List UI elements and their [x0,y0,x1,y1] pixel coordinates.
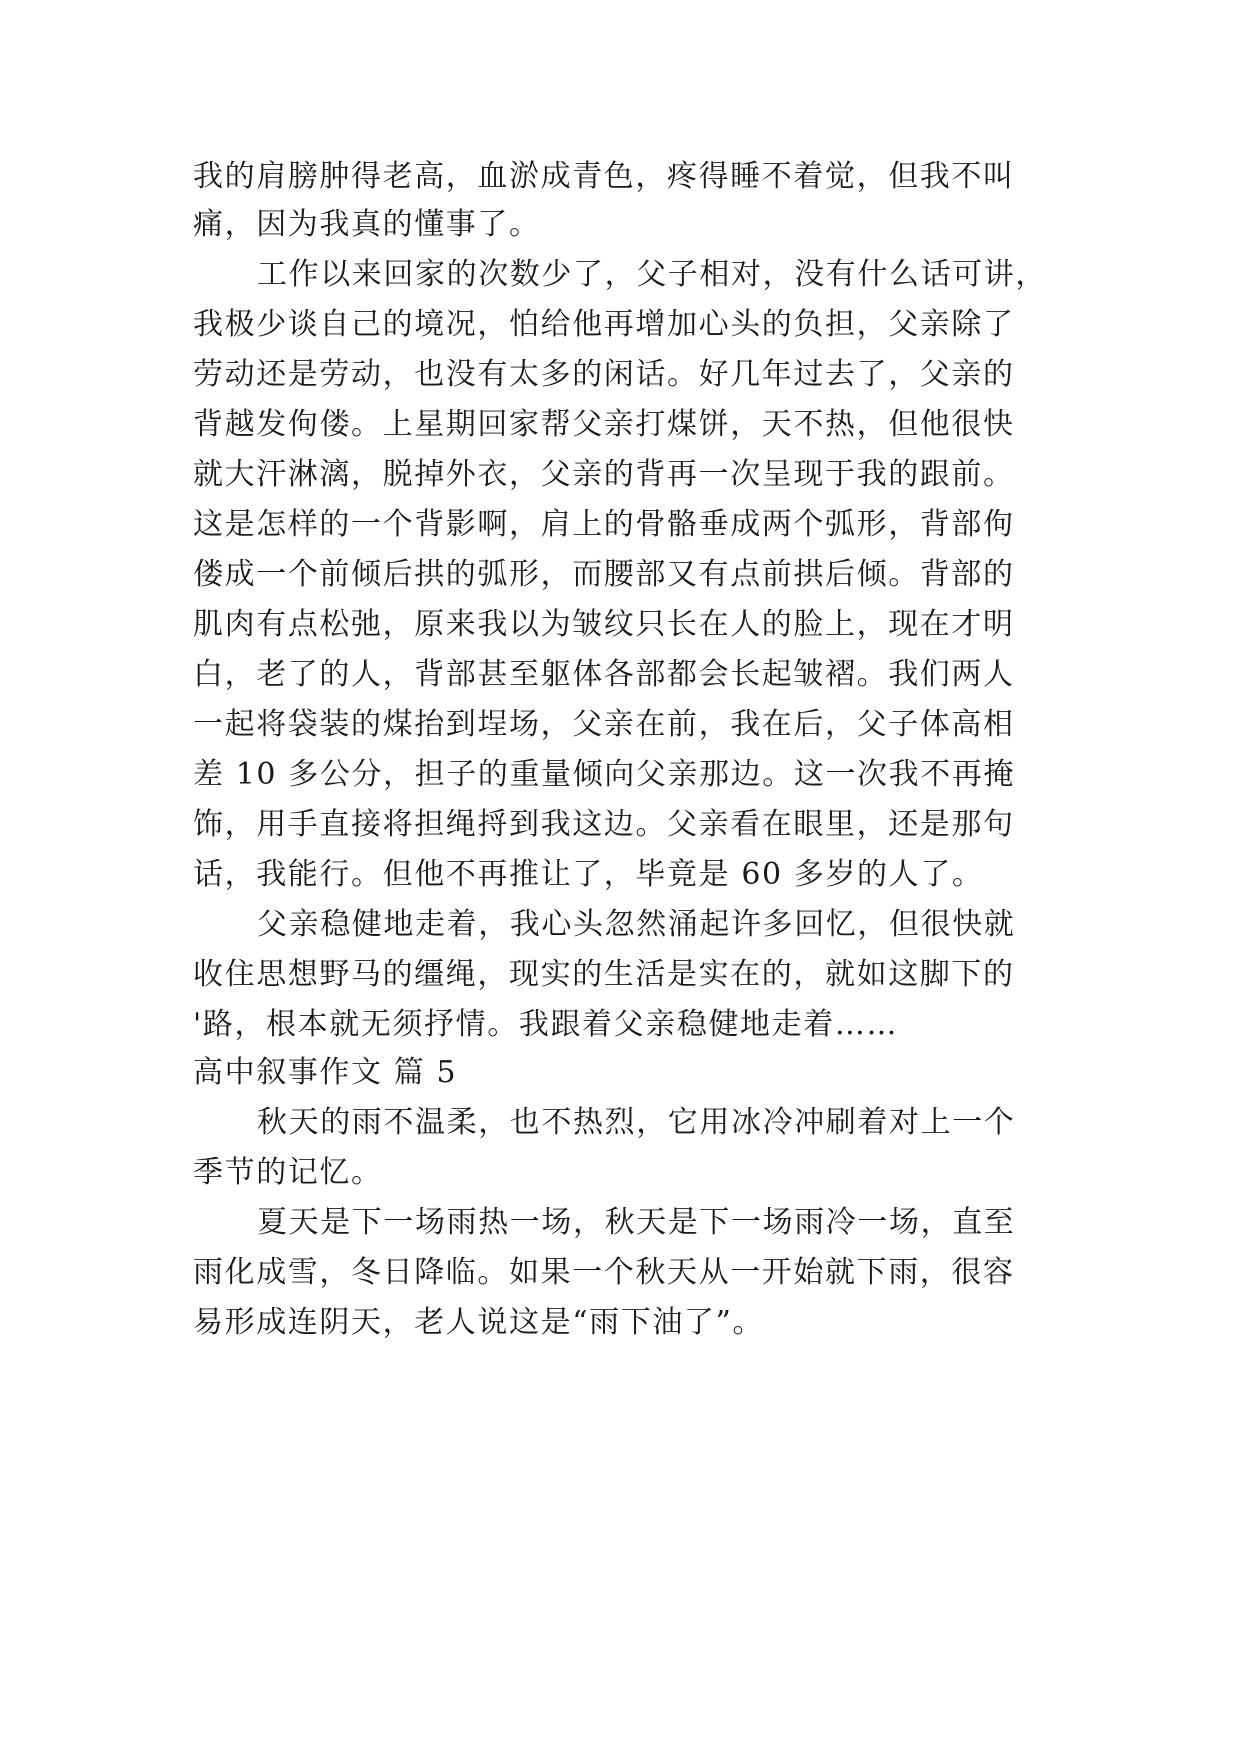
text-line: 饰，用手直接将担绳捋到我这边。父亲看在眼里，还是那句 [193,807,1015,842]
text-line: 雨化成雪，冬日降临。如果一个秋天从一开始就下雨，很容 [193,1255,1015,1290]
paragraph-first-line: 工作以来回家的次数少了，父子相对，没有什么话可讲， [257,257,1047,292]
text-line: 就大汗淋漓，脱掉外衣，父亲的背再一次呈现于我的跟前。 [193,457,1015,492]
text-line: 白，老了的人，背部甚至躯体各部都会长起皱褶。我们两人 [193,657,1015,692]
text-line: 这是怎样的一个背影啊，肩上的骨骼垂成两个弧形，背部佝 [193,507,1015,542]
paragraph-first-line: 父亲稳健地走着，我心头忽然涌起许多回忆，但很快就 [257,907,1016,942]
text-line: 痛，因为我真的懂事了。 [193,207,541,242]
text-line: 收住思想野马的缰绳，现实的生活是实在的，就如这脚下的 [193,957,1015,992]
section-heading: 高中叙事作文 篇 5 [193,1055,458,1090]
text-line: 差 10 多公分，担子的重量倾向父亲那边。这一次我不再掩 [193,757,1016,792]
text-line: 劳动还是劳动，也没有太多的闲话。好几年过去了，父亲的 [193,357,1015,392]
text-line: 我极少谈自己的境况，怕给他再增加心头的负担，父亲除了 [193,307,1015,342]
text-line: 我的肩膀肿得老高，血淤成青色，疼得睡不着觉，但我不叫 [193,159,1015,194]
paragraph-first-line: 秋天的雨不温柔，也不热烈，它用冰冷冲刷着对上一个 [257,1105,1016,1140]
text-line: 季节的记忆。 [193,1155,383,1190]
text-line: 背越发佝偻。上星期回家帮父亲打煤饼，天不热，但他很快 [193,407,1015,442]
paragraph-first-line: 夏天是下一场雨热一场，秋天是下一场雨冷一场，直至 [257,1205,1016,1240]
text-line: 偻成一个前倾后拱的弧形，而腰部又有点前拱后倾。背部的 [193,557,1015,592]
text-line: 易形成连阴天，老人说这是“雨下油了”。 [193,1305,765,1340]
text-line: 话，我能行。但他不再推让了，毕竟是 60 多岁的人了。 [193,857,984,892]
text-line: 肌肉有点松弛，原来我以为皱纹只长在人的脸上，现在才明 [193,607,1015,642]
text-line: 一起将袋装的煤抬到埕场，父亲在前，我在后，父子体高相 [193,707,1015,742]
text-line: '路，根本就无须抒情。我跟着父亲稳健地走着…… [193,1007,899,1042]
